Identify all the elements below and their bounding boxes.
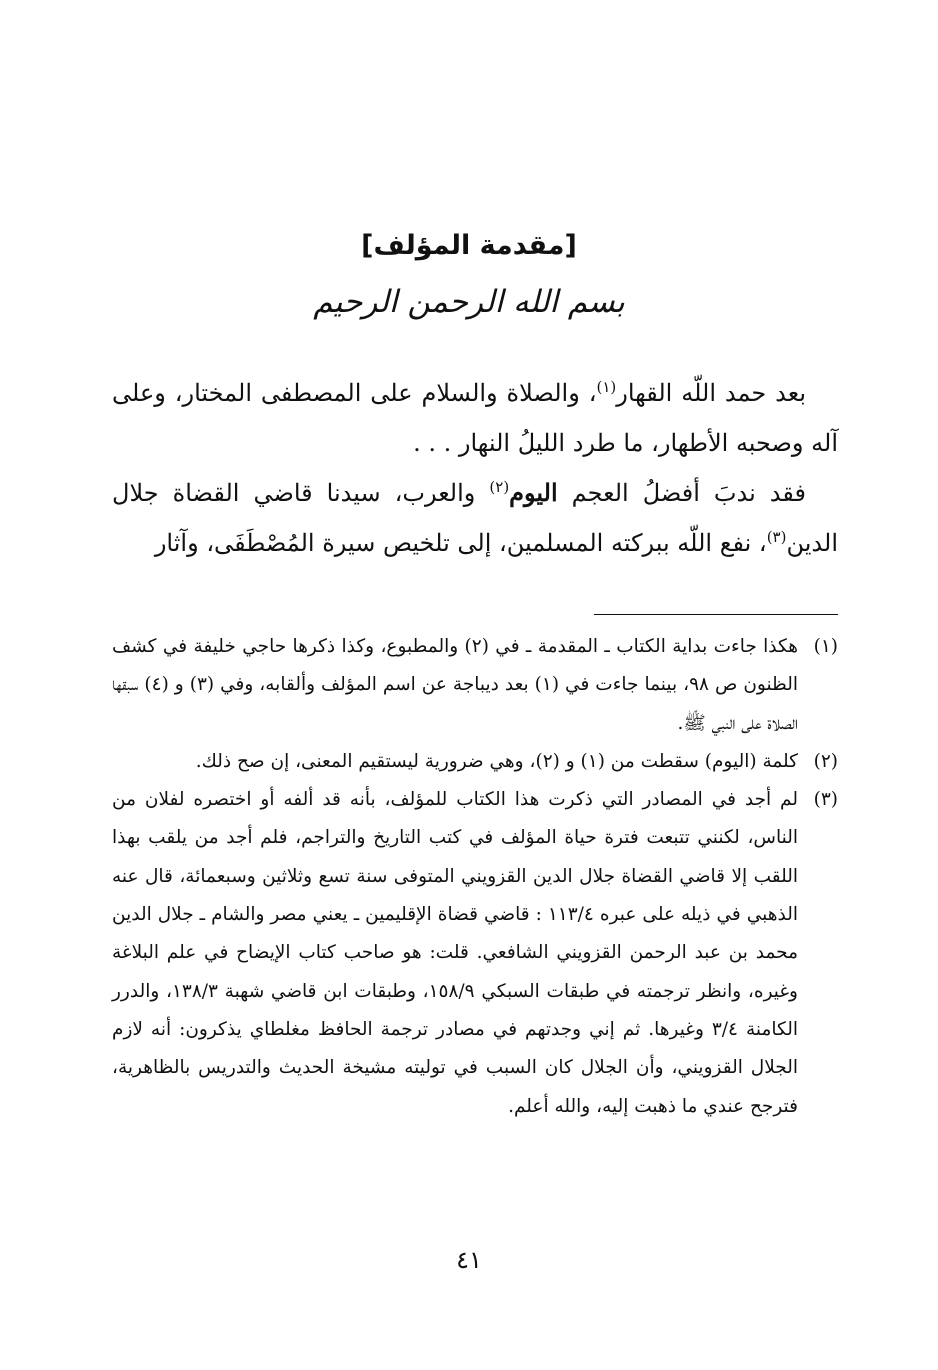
footnote-text: هكذا جاءت بداية الكتاب ـ المقدمة ـ في (٢) والمطبوع، وكذا ذكرها حاجي خليفة في كشف الظنون ص ٩٨، بينما جاءت في (١) بعد ديباجة عن اسم المؤلف وألقابه، وفي (٣) و (٤) سبقها الصلاة على النبي ﷺ.: [112, 636, 799, 734]
footnote-separator: [594, 614, 838, 615]
footnote-number: (٣): [813, 789, 838, 811]
footnote-ref-3: (٣): [766, 528, 787, 546]
body-paragraph-2: [112, 468, 838, 568]
footnote-number: (١): [813, 636, 838, 657]
p1-text-part1: بعد حمد اللّه القهار: [616, 379, 806, 407]
page-number: ٤١: [456, 1246, 482, 1274]
footnotes: [112, 628, 838, 1126]
p1-text-part2: ، والصلاة والسلام على المصطفى المختار، وعلى آله وصحبه الأطهار، ما طرد الليلُ النهار . . .: [112, 379, 838, 457]
p2-text-part3: ، نفع اللّه ببركته المسلمين، إلى تلخيص سيرة المُصْطَفَى، وآثار: [154, 529, 767, 557]
footnote-ref-2: (٢): [489, 478, 510, 496]
footnote-ref-1: (١): [596, 378, 617, 396]
section-title: [مقدمة المؤلف]: [361, 230, 577, 261]
body-paragraph-1: [112, 368, 838, 468]
footnote-3: [112, 781, 838, 1126]
basmala-calligraphy: بسم الله الرحمن الرحيم: [313, 284, 625, 320]
footnote-number: (٢): [813, 750, 838, 772]
footnote-1: [112, 628, 838, 743]
p2-bold-word: اليوم: [509, 478, 558, 507]
footnote-text: كلمة (اليوم) سقطت من (١) و (٢)، وهي ضرورية ليستقيم المعنى، إن صح ذلك.: [195, 750, 798, 772]
p2-text-part2: والعرب، سيدنا قاضي القضاة جلال الدين: [112, 479, 838, 557]
footnote-text: لم أجد في المصادر التي ذكرت هذا الكتاب للمؤلف، بأنه قد ألفه أو اختصره لفلان من الناس، لكنني تتبعت فترة حياة المؤلف في كتب التاريخ والتراجم، فلم أجد من يلقب بهذا اللقب إلا قاضي القضاة جلال الدين القزويني المتوفى سنة تسع وثلاثين وسبعمائة، قال عنه الذهبي في ذيله على عبره ١١٣/٤ : قاضي قضاة الإقليمين ـ يعني مصر والشام ـ جلال الدين محمد بن عبد الرحمن القزويني الشافعي. قلت: هو صاحب كتاب الإيضاح في علم البلاغة وغيره، وانظر ترجمته في طبقات السبكي ١٥٨/٩، وطبقات ابن قاضي شهبة ١٣٨/٣، والدرر الكامنة ٣/٤ وغيرها. ثم إني وجدتهم في مصادر ترجمة الحافظ مغلطاي يذكرون: أنه لازم الجلال القزويني، وأن الجلال كان السبب في توليته مشيخة الحديث والتدريس بالظاهرية، فترجح عندي ما ذهبت إليه، والله أعلم.: [112, 789, 799, 1117]
footnote-2: [112, 743, 838, 781]
p2-text-part1: فقد ندبَ أفضلُ العجم: [557, 479, 806, 507]
